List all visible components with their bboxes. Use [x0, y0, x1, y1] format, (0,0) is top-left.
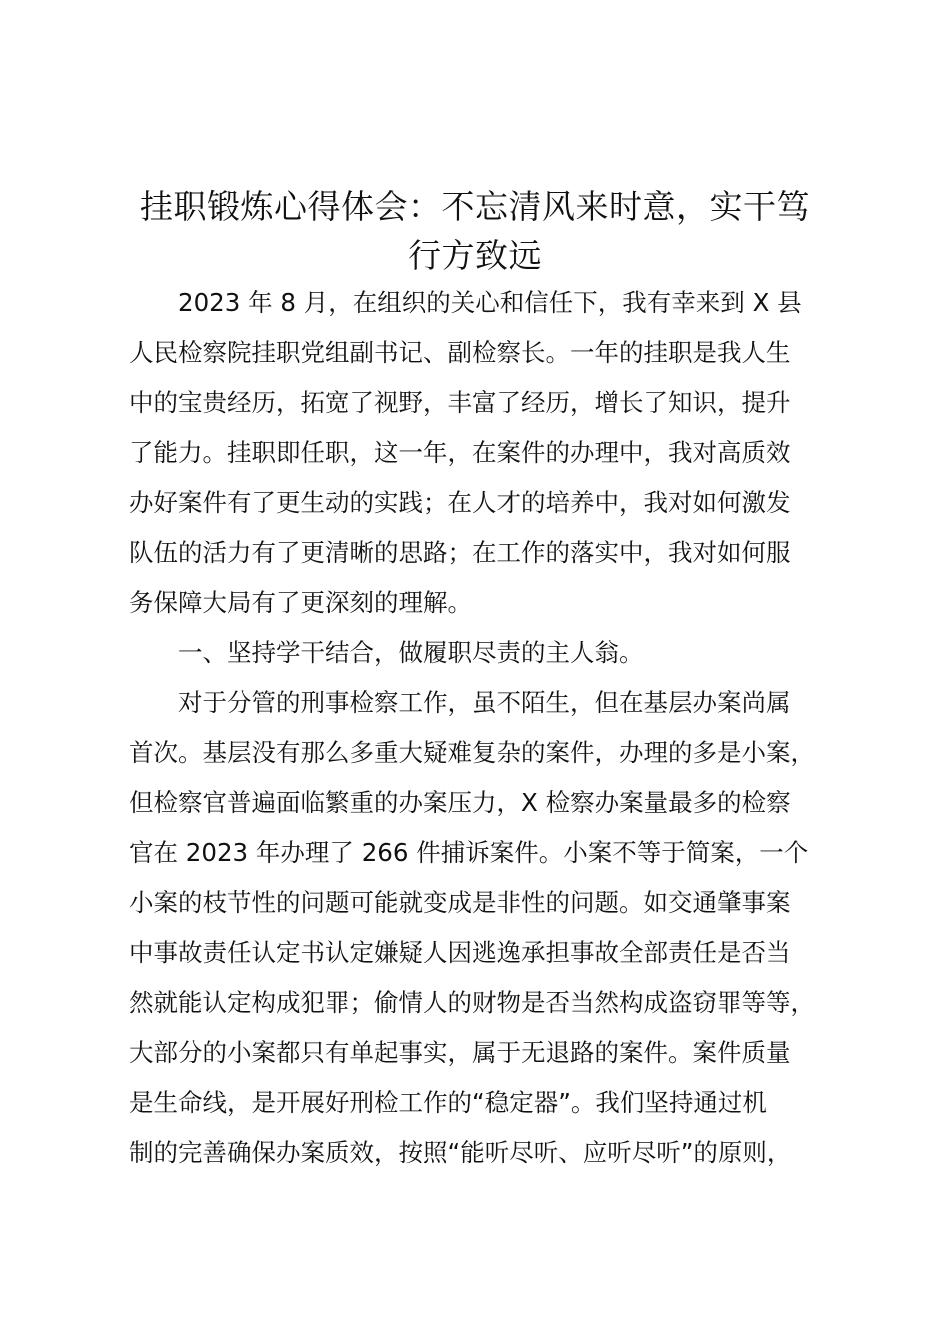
- paragraph-2-line-3: 但检察官普遍面临繁重的办案压力，X 检察办案量最多的检察: [129, 788, 791, 817]
- paragraph-2-line-5: 小案的枝节性的问题可能就变成是非性的问题。如交通肇事案: [129, 888, 791, 917]
- paragraph-1-line-1: 2023 年 8 月，在组织的关心和信任下，我有幸来到 X 县: [178, 288, 802, 317]
- document-title-line-2: 行方致远: [408, 236, 542, 275]
- paragraph-2-line-8: 大部分的小案都只有单起事实，属于无退路的案件。案件质量: [129, 1038, 791, 1067]
- paragraph-1-line-6: 队伍的活力有了更清晰的思路；在工作的落实中，我对如何服: [129, 538, 791, 567]
- paragraph-1-line-7: 务保障大局有了更深刻的理解。: [129, 588, 472, 617]
- section-heading-1: 一、坚持学干结合，做履职尽责的主人翁。: [178, 638, 644, 667]
- paragraph-1-line-2: 人民检察院挂职党组副书记、副检察长。一年的挂职是我人生: [129, 338, 791, 367]
- paragraph-2-line-6: 中事故责任认定书认定嫌疑人因逃逸承担事故全部责任是否当: [129, 938, 791, 967]
- paragraph-2-line-1: 对于分管的刑事检察工作，虽不陌生，但在基层办案尚属: [178, 688, 791, 717]
- paragraph-2-line-7: 然就能认定构成犯罪；偷情人的财物是否当然构成盗窃罪等等，: [129, 988, 815, 1017]
- paragraph-2-line-9: 是生命线，是开展好刑检工作的“稳定器”。我们坚持通过机: [129, 1088, 767, 1117]
- paragraph-1-line-5: 办好案件有了更生动的实践；在人才的培养中，我对如何激发: [129, 488, 791, 517]
- paragraph-2-line-10: 制的完善确保办案质效，按照“能听尽听、应听尽听”的原则，: [129, 1138, 792, 1167]
- paragraph-1-line-4: 了能力。挂职即任职，这一年，在案件的办理中，我对高质效: [129, 438, 791, 467]
- paragraph-2-line-2: 首次。基层没有那么多重大疑难复杂的案件，办理的多是小案，: [129, 738, 815, 767]
- paragraph-1-line-3: 中的宝贵经历，拓宽了视野，丰富了经历，增长了知识，提升: [129, 388, 791, 417]
- paragraph-2-line-4: 官在 2023 年办理了 266 件捕诉案件。小案不等于简案，一个: [129, 838, 809, 867]
- document-title-line-1: 挂职锻炼心得体会：不忘清风来时意，实干笃: [140, 187, 810, 226]
